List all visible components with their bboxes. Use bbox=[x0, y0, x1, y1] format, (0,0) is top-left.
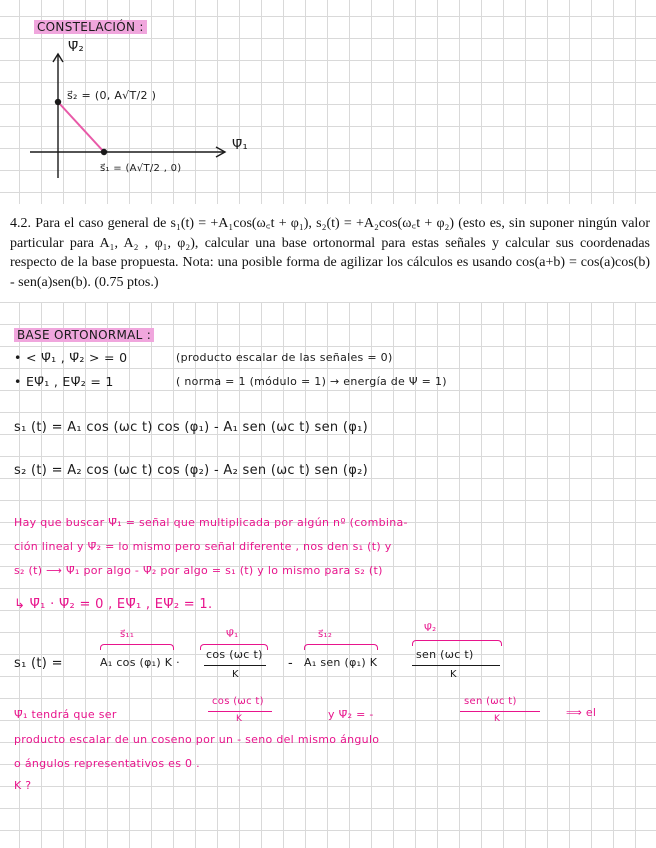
conclusion-line-3: o ángulos representativos es 0 . bbox=[14, 757, 200, 770]
eq3-coef1: A₁ cos (φ₁) K · bbox=[100, 656, 180, 669]
brace-s12 bbox=[304, 644, 378, 650]
conclusion-mid: y Ψ̄₂ = - bbox=[328, 708, 374, 721]
eq3-fraction-line-1 bbox=[204, 665, 266, 666]
brace-s11-label: s⃗₁₁ bbox=[120, 629, 135, 640]
problem-statement bbox=[0, 204, 656, 302]
eq3-lhs: s₁ (t) = bbox=[14, 656, 63, 671]
eq3-num2: sen (ωc t) bbox=[416, 648, 474, 661]
conclusion-num1: cos (ωc t) bbox=[212, 696, 264, 707]
y-axis-label: Ψ̄₂ bbox=[68, 40, 85, 55]
brace-psi2-label: Ψ̄₂ bbox=[424, 623, 437, 634]
bullet-energy: • EΨ̄₁ , EΨ̄₂ = 1 bbox=[14, 374, 114, 389]
point-s1 bbox=[101, 149, 107, 155]
brace-s11 bbox=[100, 644, 174, 650]
bullet-orthogonal-note: (producto escalar de las señales = 0) bbox=[176, 351, 393, 364]
eq3-den2: K bbox=[450, 669, 457, 680]
eq3-fraction-line-2 bbox=[412, 665, 500, 666]
conclusion-line-2: producto escalar de un coseno por un - seno del mismo ángulo bbox=[14, 733, 380, 746]
eq3-coef2: A₁ sen (φ₁) K bbox=[304, 656, 378, 669]
equation-s1: s₁ (t) = A₁ cos (ωc t) cos (φ₁) - A₁ sen (ωc t) sen (φ₁) bbox=[14, 420, 368, 435]
brace-s12-label: s⃗₁₂ bbox=[318, 629, 333, 640]
problem-text: 4.2. Para el caso general de s₁(t) = +A₁cos(ω꜀t + φ₁), s₂(t) = +A₂cos(ω꜀t + φ₂) (esto es, sin suponer ningún valor particular para A₁, A₂ , φ₁, φ₂), calcular una base ortonormal para estas señales y calcular sus coordenadas respecto de la base propuesta. Nota: una posible forma de agilizar los cálculos es usando cos(a+b) = cos(a)cos(b) - sen(a)sen(b). (0.75 ptos.) bbox=[10, 216, 650, 290]
conclusion-den1: K bbox=[236, 714, 243, 724]
point-s2-label: s⃗₂ = (0, A√T/2 ) bbox=[67, 89, 157, 102]
eq3-minus: - bbox=[288, 656, 293, 671]
pink-note-line-3: s₂ (t) ⟶ Ψ̄₁ por algo - Ψ̄₂ por algo = s₁ (t) y lo mismo para s₂ (t) bbox=[14, 564, 383, 577]
conclusion-arrow: ⟹ el bbox=[566, 706, 597, 719]
point-s1-label: s⃗₁ = (A√T/2 , 0) bbox=[100, 163, 182, 174]
constellation-title: CONSTELACIÓN : bbox=[34, 20, 147, 34]
conclusion-num2: sen (ωc t) bbox=[464, 696, 517, 707]
pink-note-line-1: Hay que buscar Ψ̄₁ = señal que multiplicada por algún nº (combina- bbox=[14, 516, 408, 529]
pink-conditions: ↳ Ψ̄₁ · Ψ̄₂ = 0 , EΨ̄₁ , EΨ̄₂ = 1. bbox=[14, 597, 213, 612]
conclusion-fraction-line-1 bbox=[208, 711, 272, 712]
brace-psi1-label: Ψ̄₁ bbox=[226, 629, 239, 640]
conclusion-fraction-line-2 bbox=[460, 711, 540, 712]
point-s2 bbox=[55, 99, 61, 105]
pink-note-line-2: ción lineal y Ψ̄₂ = lo mismo pero señal diferente , nos den s₁ (t) y bbox=[14, 540, 392, 553]
bullet-energy-note: ( norma = 1 (módulo = 1) → energía de Ψ = 1) bbox=[176, 375, 447, 388]
eq3-den1: K bbox=[232, 669, 239, 680]
bullet-orthogonal: • < Ψ̄₁ , Ψ̄₂ > = 0 bbox=[14, 350, 128, 365]
x-axis-label: Ψ̄₁ bbox=[232, 138, 249, 153]
equation-s2: s₂ (t) = A₂ cos (ωc t) cos (φ₂) - A₂ sen (ωc t) sen (φ₂) bbox=[14, 463, 368, 478]
conclusion-den2: K bbox=[494, 714, 501, 724]
notes-heading: BASE ORTONORMAL : bbox=[14, 328, 154, 342]
eq3-num1: cos (ωc t) bbox=[206, 648, 263, 661]
conclusion-line-4: K ? bbox=[14, 779, 32, 792]
conclusion-start: Ψ̄₁ tendrá que ser bbox=[14, 708, 117, 721]
segment-s1-s2 bbox=[58, 102, 104, 152]
brace-psi2 bbox=[412, 640, 502, 646]
